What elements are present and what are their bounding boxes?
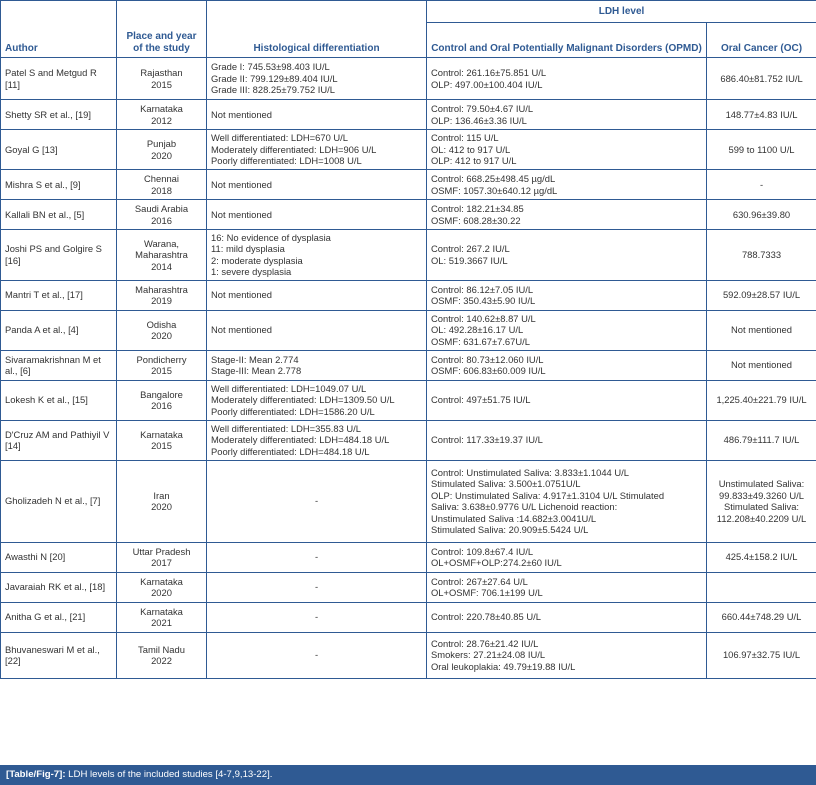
histology-line: - (314, 611, 319, 623)
table-row (1, 100, 816, 130)
histology-line: Stage-II: Mean 2.774 (211, 353, 299, 365)
year-text: 2016 (151, 400, 172, 412)
control-line: Control: 79.50±4.67 IU/L (431, 103, 534, 115)
control-line: Control: 668.25±498.45 µg/dL (431, 173, 556, 185)
table-row (1, 380, 816, 420)
control-line: Saliva: 3.638±0.9776 U/L Lichenoid reaction: (431, 501, 618, 513)
control-line: OL+OSMF: 706.1±199 U/L (431, 587, 543, 599)
caption-label: [Table/Fig-7]: (6, 769, 66, 780)
control-line: Control: 261.16±75.851 U/L (431, 67, 547, 79)
table-row (1, 280, 816, 310)
histology-line: 11: mild dysplasia (211, 243, 285, 255)
year-text: 2015 (151, 365, 172, 377)
histology-cell (207, 572, 427, 602)
place-year-cell (117, 602, 207, 632)
place-year-cell (117, 58, 207, 100)
place-text: Uttar Pradesh (132, 545, 191, 557)
author-cell: Goyal G [13] (1, 130, 117, 170)
histology-line: Moderately differentiated: LDH=484.18 U/L (211, 434, 390, 446)
histology-line: 2: moderate dysplasia (211, 254, 303, 266)
histology-line: Not mentioned (211, 108, 272, 120)
year-text: 2012 (151, 114, 172, 126)
table-row (1, 542, 816, 572)
table-body (1, 58, 816, 679)
place-year-cell (117, 170, 207, 200)
oral-cancer-cell: Unstimulated Saliva: 99.833±49.3260 U/L Stimulated Saliva: 112.208±40.2209 U/L (707, 460, 816, 542)
place-text: Bangalore (140, 388, 183, 400)
control-opmd-cell (427, 602, 707, 632)
author-cell: Awasthi N [20] (1, 542, 117, 572)
control-opmd-cell (427, 460, 707, 542)
control-line: OLP: 497.00±100.404 IU/L (431, 78, 543, 90)
place-year-cell (117, 280, 207, 310)
place-text: Pondicherry (136, 353, 187, 365)
oral-cancer-cell: 1,225.40±221.79 IU/L (707, 380, 816, 420)
year-text: 2019 (151, 295, 172, 307)
place-year-cell (117, 310, 207, 350)
histology-cell (207, 602, 427, 632)
caption-text: LDH levels of the included studies [4-7,9,13-22]. (65, 769, 273, 780)
oral-cancer-cell: 788.7333 (707, 230, 816, 281)
control-opmd-cell (427, 632, 707, 678)
control-line: Control: 220.78±40.85 U/L (431, 611, 541, 623)
year-text: 2018 (151, 184, 172, 196)
histology-cell (207, 230, 427, 281)
histology-cell (207, 58, 427, 100)
histology-cell (207, 200, 427, 230)
table-row (1, 420, 816, 460)
histology-cell (207, 280, 427, 310)
histology-line: Poorly differentiated: LDH=484.18 U/L (211, 445, 370, 457)
control-opmd-header: Control and Oral Potentially Malignant Disorders (OPMD) (427, 23, 707, 58)
oral-cancer-cell: 686.40±81.752 IU/L (707, 58, 816, 100)
control-line: OLP: 412 to 917 U/L (431, 155, 517, 167)
control-line: OL: 519.3667 IU/L (431, 254, 508, 266)
control-opmd-cell (427, 420, 707, 460)
control-line: OSMF: 631.67±7.67U/L (431, 335, 530, 347)
author-cell: Gholizadeh N et al., [7] (1, 460, 117, 542)
year-text: 2020 (151, 149, 172, 161)
table-row (1, 632, 816, 678)
place-year-cell (117, 100, 207, 130)
control-opmd-cell (427, 280, 707, 310)
histology-cell (207, 380, 427, 420)
place-year-header: Place and year of the study (117, 1, 207, 58)
histology-cell (207, 170, 427, 200)
author-cell: Shetty SR et al., [19] (1, 100, 117, 130)
table-row (1, 58, 816, 100)
place-text: Saudi Arabia (134, 203, 189, 215)
place-year-cell (117, 572, 207, 602)
histology-cell (207, 460, 427, 542)
oral-cancer-cell: 660.44±748.29 U/L (707, 602, 816, 632)
control-line: Control: 80.73±12.060 IU/L (431, 353, 544, 365)
place-year-cell (117, 460, 207, 542)
author-cell: Joshi PS and Golgire S [16] (1, 230, 117, 281)
place-text: Tamil Nadu (138, 643, 185, 655)
table-row (1, 310, 816, 350)
oral-cancer-header: Oral Cancer (OC) (707, 23, 816, 58)
oral-cancer-cell: Not mentioned (707, 350, 816, 380)
control-line: Control: 115 U/L (431, 132, 499, 144)
year-text: 2021 (151, 617, 172, 629)
table-row (1, 572, 816, 602)
control-line: Control: 497±51.75 IU/L (431, 394, 531, 406)
place-text: Odisha (146, 318, 177, 330)
control-line: Control: 86.12±7.05 IU/L (431, 283, 534, 295)
oral-cancer-cell: 592.09±28.57 IU/L (707, 280, 816, 310)
author-cell: Patel S and Metgud R [11] (1, 58, 117, 100)
year-text: 2020 (151, 587, 172, 599)
place-text: Iran (153, 489, 170, 501)
oral-cancer-cell: Not mentioned (707, 310, 816, 350)
control-opmd-cell (427, 542, 707, 572)
histology-line: - (314, 581, 319, 593)
control-line: Control: 267±27.64 U/L (431, 575, 528, 587)
author-cell: Javaraiah RK et al., [18] (1, 572, 117, 602)
place-year-cell (117, 420, 207, 460)
table-row (1, 602, 816, 632)
control-opmd-cell (427, 100, 707, 130)
author-cell: Mishra S et al., [9] (1, 170, 117, 200)
histology-line: Not mentioned (211, 289, 272, 301)
histology-line: Well differentiated: LDH=1049.07 U/L (211, 383, 367, 395)
histology-line: Moderately differentiated: LDH=1309.50 U/L (211, 394, 395, 406)
control-line: Stimulated Saliva: 20.909±5.5424 U/L (431, 523, 589, 535)
oral-cancer-cell (707, 572, 816, 602)
author-cell: Sivaramakrishnan M et al., [6] (1, 350, 117, 380)
year-text: 2022 (151, 655, 172, 667)
control-opmd-cell (427, 350, 707, 380)
histology-line: Grade III: 828.25±79.752 IU/L (211, 84, 335, 96)
year-text: 2014 (151, 260, 172, 272)
control-opmd-cell (427, 58, 707, 100)
control-opmd-cell (427, 170, 707, 200)
table-row (1, 460, 816, 542)
control-opmd-cell (427, 310, 707, 350)
place-year-cell (117, 350, 207, 380)
author-cell: Bhuvaneswari M et al., [22] (1, 632, 117, 678)
control-opmd-cell (427, 380, 707, 420)
place-text: Karnataka (140, 605, 183, 617)
table-row (1, 350, 816, 380)
control-line: Smokers: 27.21±24.08 IU/L (431, 649, 546, 661)
control-line: OSMF: 606.83±60.009 IU/L (431, 365, 546, 377)
histology-cell (207, 100, 427, 130)
histology-line: Not mentioned (211, 178, 272, 190)
control-line: Control: 182.21±34.85 (431, 203, 524, 215)
place-text: Karnataka (140, 575, 183, 587)
histology-line: Not mentioned (211, 324, 272, 336)
author-cell: Anitha G et al., [21] (1, 602, 117, 632)
control-line: OSMF: 608.28±30.22 (431, 214, 521, 226)
control-line: OLP: 136.46±3.36 IU/L (431, 114, 527, 126)
control-line: OL+OSMF+OLP:274.2±60 IU/L (431, 557, 562, 569)
year-text: 2016 (151, 214, 172, 226)
control-line: OL: 412 to 917 U/L (431, 143, 511, 155)
table-caption (0, 765, 816, 785)
histology-cell (207, 632, 427, 678)
histological-header: Histological differentiation (207, 1, 427, 58)
place-year-cell (117, 542, 207, 572)
histology-line: 1: severe dysplasia (211, 266, 292, 278)
histology-cell (207, 130, 427, 170)
place-year-cell (117, 230, 207, 281)
place-year-cell (117, 200, 207, 230)
control-line: OSMF: 350.43±5.90 IU/L (431, 295, 536, 307)
place-year-cell (117, 130, 207, 170)
year-text: 2020 (151, 330, 172, 342)
oral-cancer-cell: 425.4±158.2 IU/L (707, 542, 816, 572)
histology-line: Poorly differentiated: LDH=1008 U/L (211, 155, 362, 167)
place-text: Warana, Maharashtra (135, 237, 188, 261)
year-text: 2015 (151, 440, 172, 452)
histology-line: Poorly differentiated: LDH=1586.20 U/L (211, 405, 375, 417)
table-row (1, 170, 816, 200)
control-line: Oral leukoplakia: 49.79±19.88 IU/L (431, 660, 576, 672)
author-cell: D'Cruz AM and Pathiyil V [14] (1, 420, 117, 460)
oral-cancer-cell: 106.97±32.75 IU/L (707, 632, 816, 678)
histology-line: Grade II: 799.129±89.404 IU/L (211, 72, 338, 84)
histology-line: - (314, 495, 319, 507)
histology-line: 16: No evidence of dysplasia (211, 232, 331, 243)
control-line: Stimulated Saliva: 3.500±1.0751U/L (431, 478, 581, 490)
histology-line: Moderately differentiated: LDH=906 U/L (211, 143, 377, 155)
author-cell: Lokesh K et al., [15] (1, 380, 117, 420)
place-year-cell (117, 380, 207, 420)
year-text: 2017 (151, 557, 172, 569)
place-year-cell (117, 632, 207, 678)
control-line: OSMF: 1057.30±640.12 µg/dL (431, 184, 558, 196)
author-cell: Kallali BN et al., [5] (1, 200, 117, 230)
ldh-level-header: LDH level (427, 1, 816, 23)
histology-cell (207, 542, 427, 572)
place-text: Karnataka (140, 428, 183, 440)
control-line: OL: 492.28±16.17 U/L (431, 324, 524, 336)
control-line: Control: Unstimulated Saliva: 3.833±1.1044 U/L (431, 466, 629, 478)
histology-cell (207, 350, 427, 380)
oral-cancer-cell: - (707, 170, 816, 200)
table-row (1, 200, 816, 230)
histology-line: Well differentiated: LDH=670 U/L (211, 132, 348, 144)
histology-line: - (314, 649, 319, 661)
histology-line: Well differentiated: LDH=355.83 U/L (211, 423, 362, 435)
table-row (1, 130, 816, 170)
year-text: 2020 (151, 501, 172, 513)
control-opmd-cell (427, 572, 707, 602)
place-text: Maharashtra (135, 283, 188, 295)
control-line: Control: 140.62±8.87 U/L (431, 313, 536, 325)
oral-cancer-cell: 630.96±39.80 (707, 200, 816, 230)
oral-cancer-cell: 148.77±4.83 IU/L (707, 100, 816, 130)
control-line: OLP: Unstimulated Saliva: 4.917±1.3104 U/L Stimulated (431, 489, 665, 501)
histology-cell (207, 420, 427, 460)
histology-line: - (314, 551, 319, 563)
author-cell: Panda A et al., [4] (1, 310, 117, 350)
table-row (1, 230, 816, 281)
histology-line: Grade I: 745.53±98.403 IU/L (211, 61, 330, 73)
oral-cancer-cell: 599 to 1100 U/L (707, 130, 816, 170)
control-opmd-cell (427, 130, 707, 170)
control-opmd-cell (427, 230, 707, 281)
author-header: Author (1, 1, 117, 58)
place-text: Chennai (144, 173, 179, 185)
place-text: Punjab (146, 138, 177, 150)
histology-line: Not mentioned (211, 208, 272, 220)
year-text: 2015 (151, 78, 172, 90)
histology-line: Stage-III: Mean 2.778 (211, 365, 302, 377)
control-line: Control: 28.76±21.42 IU/L (431, 638, 539, 650)
author-cell: Mantri T et al., [17] (1, 280, 117, 310)
control-line: Control: 117.33±19.37 IU/L (431, 434, 543, 446)
place-text: Rajasthan (140, 67, 183, 79)
place-text: Karnataka (140, 103, 183, 115)
control-line: Control: 267.2 IU/L (431, 243, 510, 255)
oral-cancer-cell: 486.79±111.7 IU/L (707, 420, 816, 460)
control-opmd-cell (427, 200, 707, 230)
control-line: Unstimulated Saliva :14.682±3.0041U/L (431, 512, 597, 524)
control-line: Control: 109.8±67.4 IU/L (431, 545, 534, 557)
histology-cell (207, 310, 427, 350)
